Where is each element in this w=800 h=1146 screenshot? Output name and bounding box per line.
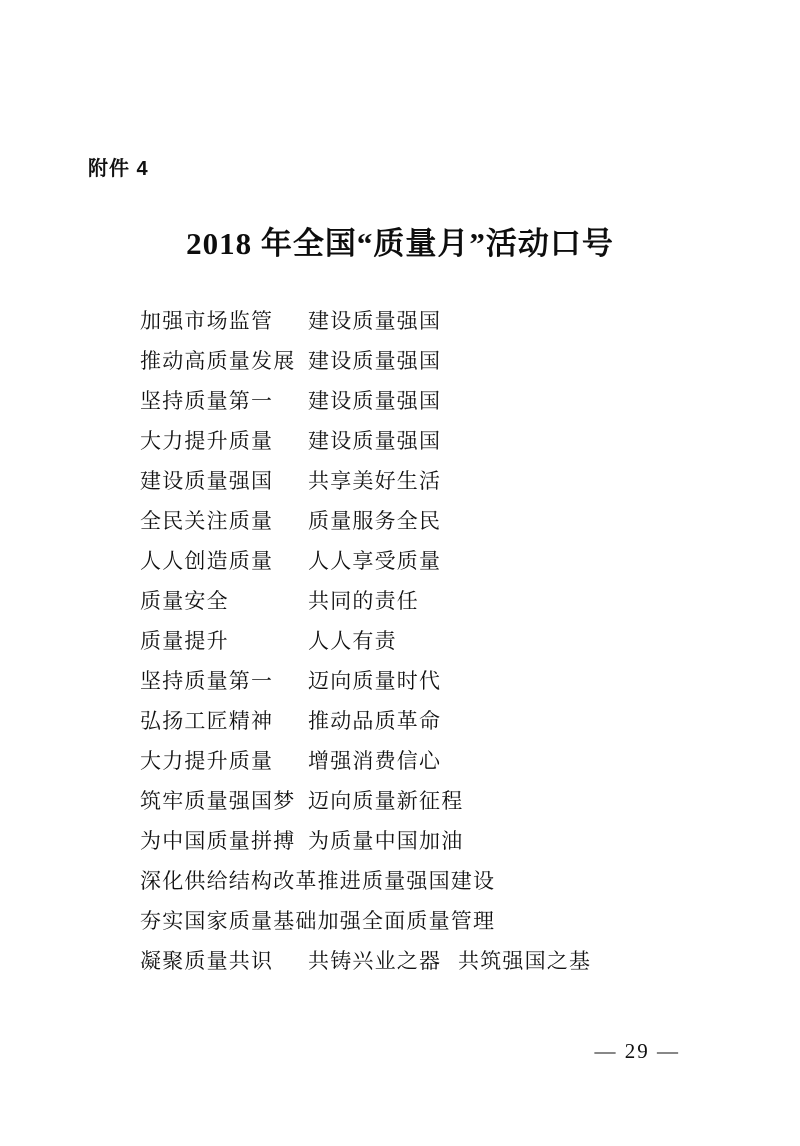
slogan-part-second: 共同的责任 — [308, 589, 419, 613]
slogan-row — [140, 745, 700, 785]
slogan-row — [140, 905, 700, 945]
slogan-part-first: 大力提升质量 — [140, 429, 274, 453]
slogan-part-first: 质量安全 — [140, 589, 229, 613]
slogan-part-first: 大力提升质量 — [140, 749, 274, 773]
slogan-part-first: 质量提升 — [140, 629, 229, 653]
slogan-part-second: 推动品质革命 — [308, 709, 442, 733]
slogan-row — [140, 305, 700, 345]
slogan-part-first: 弘扬工匠精神 — [140, 709, 274, 733]
slogan-part-second: 人人有责 — [308, 629, 397, 653]
slogan-part-first: 加强市场监管 — [140, 309, 274, 333]
slogan-part-first: 夯实国家质量基础 — [140, 909, 318, 933]
slogan-part-second: 建设质量强国 — [308, 429, 442, 453]
slogan-part-first: 人人创造质量 — [140, 549, 274, 573]
attachment-label: 附件 4 — [88, 158, 149, 180]
slogan-part-second: 建设质量强国 — [308, 389, 442, 413]
slogan-part-second: 人人享受质量 — [308, 549, 442, 573]
slogan-row — [140, 665, 700, 705]
slogan-part-first: 为中国质量拼搏 — [140, 829, 296, 853]
slogan-part-second: 共铸兴业之器 — [308, 949, 442, 973]
slogan-part-first: 凝聚质量共识 — [140, 949, 274, 973]
slogan-row — [140, 865, 700, 905]
slogan-row — [140, 785, 700, 825]
slogan-part-third: 共筑强国之基 — [458, 949, 592, 973]
slogan-part-second: 为质量中国加油 — [308, 829, 464, 853]
slogan-part-first: 建设质量强国 — [140, 469, 274, 493]
page-number: — 29 — — [594, 1039, 680, 1063]
slogan-row — [140, 585, 700, 625]
slogan-row — [140, 545, 700, 585]
slogan-row — [140, 705, 700, 745]
slogan-part-second: 加强全面质量管理 — [317, 909, 496, 933]
slogan-part-first: 推动高质量发展 — [140, 349, 296, 373]
slogan-row — [140, 505, 700, 545]
slogan-list — [140, 305, 700, 985]
slogan-part-first: 坚持质量第一 — [140, 389, 274, 413]
slogan-part-second: 迈向质量时代 — [308, 669, 442, 693]
slogan-part-second: 增强消费信心 — [308, 749, 442, 773]
slogan-part-first: 筑牢质量强国梦 — [140, 789, 296, 813]
slogan-row — [140, 625, 700, 665]
slogan-row — [140, 345, 700, 385]
slogan-part-second: 建设质量强国 — [308, 349, 442, 373]
slogan-part-second: 共享美好生活 — [308, 469, 442, 493]
slogan-row — [140, 465, 700, 505]
slogan-row — [140, 945, 700, 985]
slogan-part-first: 坚持质量第一 — [140, 669, 274, 693]
slogan-row — [140, 385, 700, 425]
slogan-row — [140, 425, 700, 465]
slogan-part-first: 全民关注质量 — [140, 509, 274, 533]
slogan-row — [140, 825, 700, 865]
page-title: 2018 年全国“质量月”活动口号 — [186, 226, 614, 261]
slogan-part-second: 推进质量强国建设 — [317, 869, 496, 893]
slogan-part-first: 深化供给结构改革 — [140, 869, 318, 893]
slogan-part-second: 迈向质量新征程 — [308, 789, 464, 813]
slogan-part-second: 质量服务全民 — [308, 509, 442, 533]
slogan-part-second: 建设质量强国 — [308, 309, 442, 333]
